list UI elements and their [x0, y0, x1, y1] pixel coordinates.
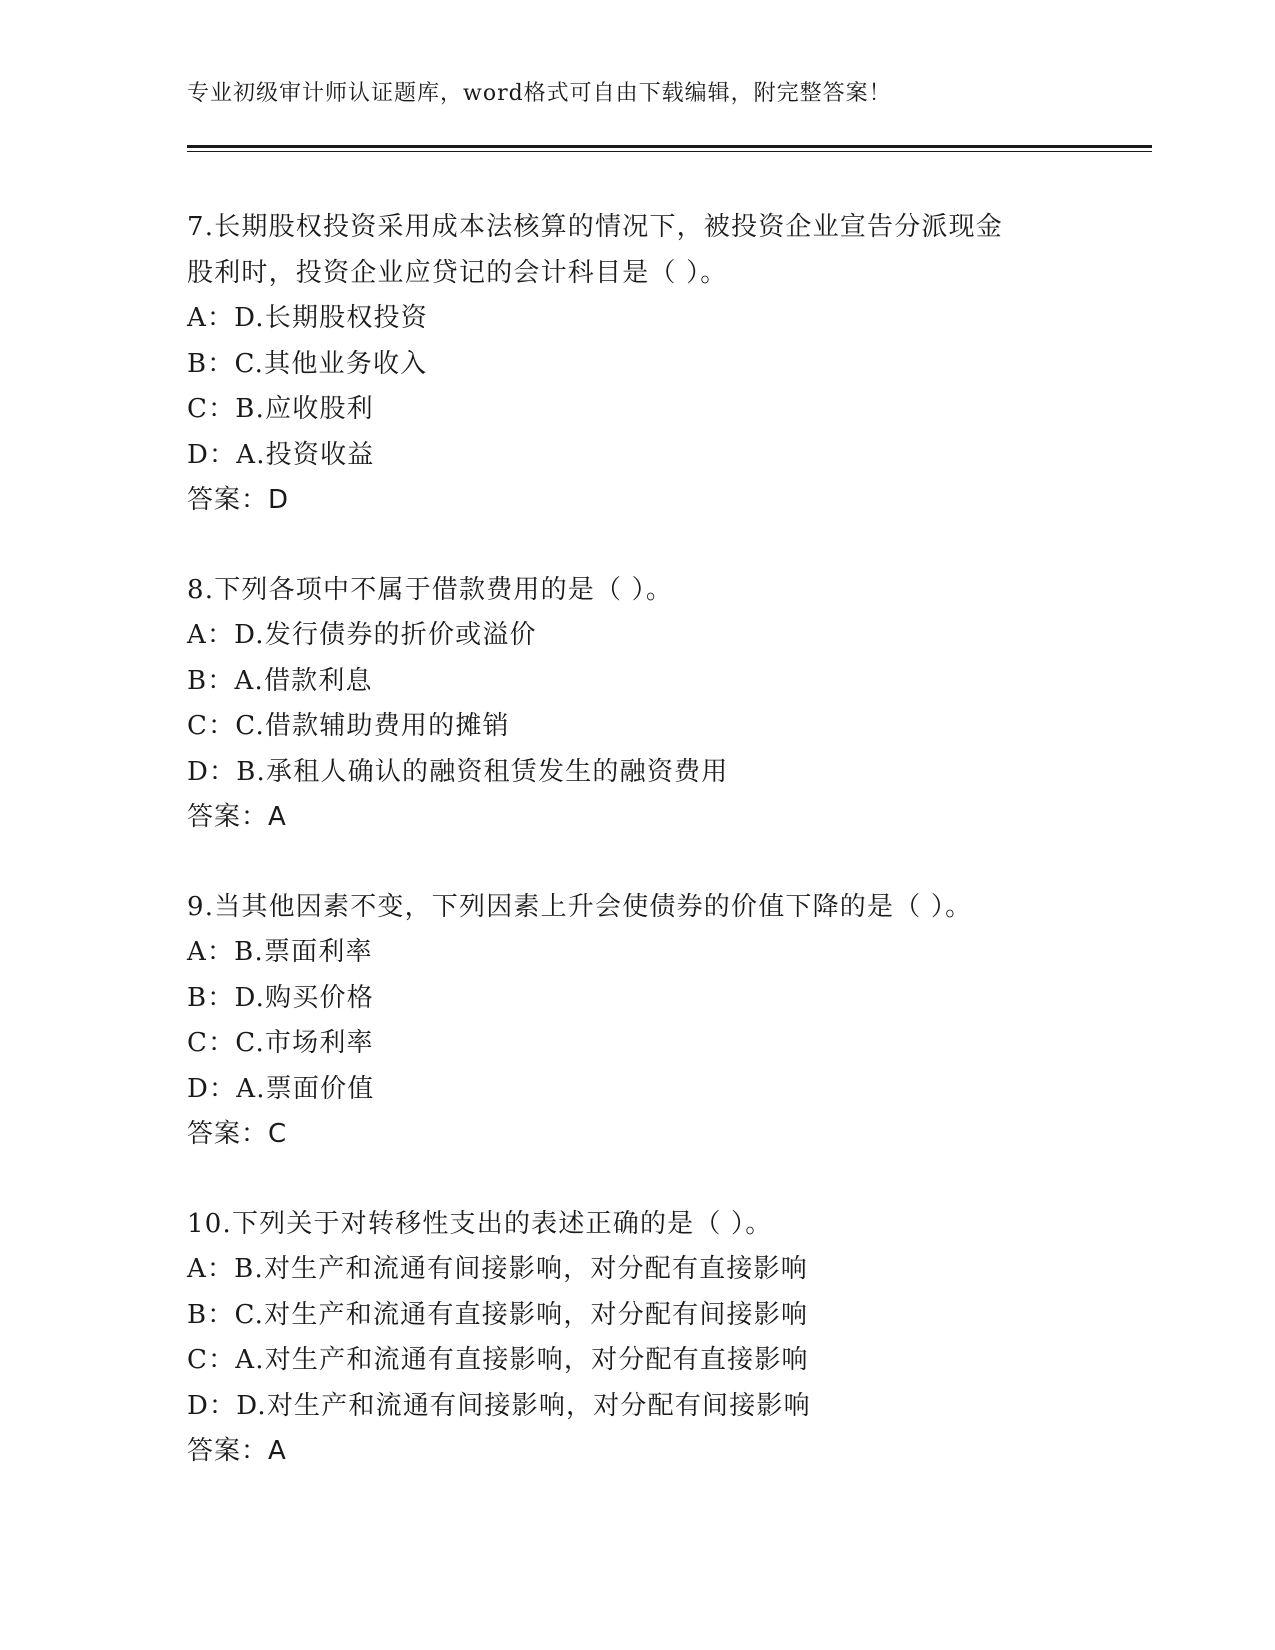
option-a: A：B.对生产和流通有间接影响，对分配有直接影响	[187, 1254, 808, 1284]
question-stem-continued: 股利时，投资企业应贷记的会计科目是（ ）。	[187, 257, 728, 288]
option-b: B：C.对生产和流通有直接影响，对分配有间接影响	[187, 1299, 809, 1330]
answer-label: 答案：A	[187, 802, 287, 832]
option-d: D：D.对生产和流通有间接影响，对分配有间接影响	[187, 1390, 811, 1421]
answer-label: 答案：D	[187, 485, 290, 515]
question-10	[187, 1202, 1067, 1475]
option-c: C：B.应收股利	[187, 394, 374, 424]
header-divider-thin	[187, 151, 1152, 152]
question-stem: 9.当其他因素不变，下列因素上升会使债券的价值下降的是（ ）。	[187, 891, 973, 922]
option-b: B：D.购买价格	[187, 982, 374, 1013]
option-d: D：B.承租人确认的融资租赁发生的融资费用	[187, 756, 729, 787]
answer-label: 答案：A	[187, 1436, 287, 1466]
question-stem: 8.下列各项中不属于借款费用的是（ ）。	[187, 574, 674, 605]
question-list	[187, 205, 1067, 1519]
option-a: A：D.长期股权投资	[187, 303, 428, 333]
header-divider-thick	[187, 145, 1152, 148]
option-a: A：B.票面利率	[187, 937, 373, 967]
question-stem: 7.长期股权投资采用成本法核算的情况下，被投资企业宣告分派现金	[187, 212, 1004, 242]
option-d: D：A.票面价值	[187, 1073, 375, 1104]
option-c: C：C.借款辅助费用的摊销	[187, 711, 510, 741]
question-9	[187, 885, 1067, 1158]
option-c: C：A.对生产和流通有直接影响，对分配有直接影响	[187, 1345, 809, 1375]
page-header: 专业初级审计师认证题库，word格式可自由下载编辑，附完整答案！	[187, 81, 892, 106]
option-b: B：A.借款利息	[187, 665, 373, 696]
question-8	[187, 568, 1067, 841]
answer-label: 答案：C	[187, 1119, 288, 1149]
option-d: D：A.投资收益	[187, 439, 375, 470]
option-c: C：C.市场利率	[187, 1028, 374, 1058]
question-7	[187, 205, 1067, 524]
option-b: B：C.其他业务收入	[187, 348, 428, 379]
question-stem: 10.下列关于对转移性支出的表述正确的是（ ）。	[187, 1208, 773, 1239]
option-a: A：D.发行债券的折价或溢价	[187, 620, 537, 650]
